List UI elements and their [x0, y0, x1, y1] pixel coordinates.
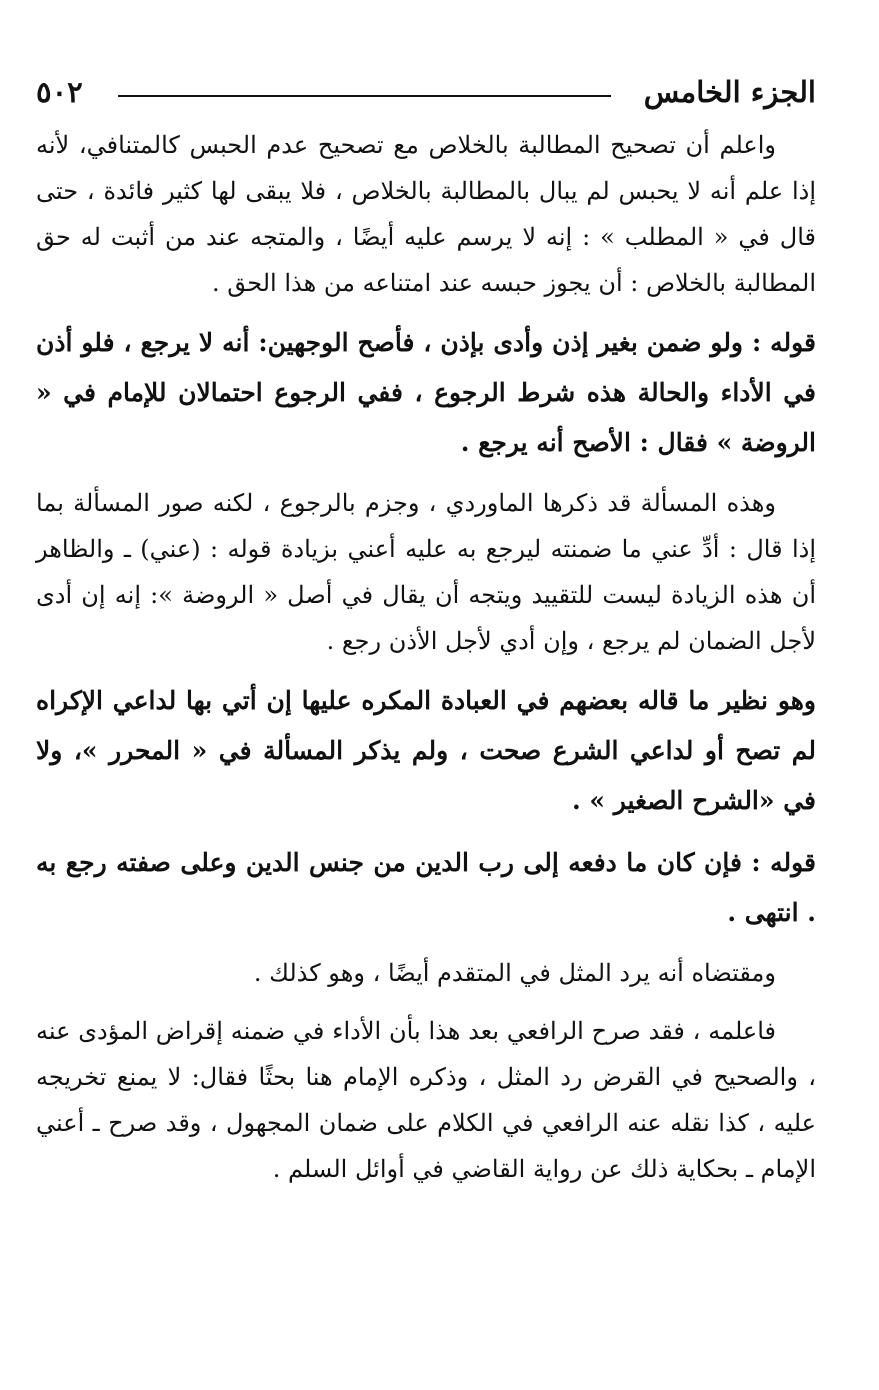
header-rule	[118, 95, 611, 97]
paragraph: وهذه المسألة قد ذكرها الماوردي ، وجزم بالرجوع ، لكنه صور المسألة بما إذا قال : أدِّ عني ما ضمنته ليرجع به عليه أعني بزيادة قوله : (عني) ـ والظاهر أن هذه الزيادة ليست للتقييد ويتجه أن يقال في أصل « الروضة »: إنه إن أدى لأجل الضمان لم يرجع ، وإن أدي لأجل الأذن رجع .	[36, 489, 816, 655]
body-text	[36, 122, 816, 1192]
document-page	[36, 62, 816, 1204]
paragraph: فاعلمه ، فقد صرح الرافعي بعد هذا بأن الأداء في ضمنه إقراض المؤدى عنه ، والصحيح في القرض رد المثل ، وذكره الإمام هنا بحثًا فقال: لا يمنع تخريجه عليه ، كذا نقله عنه الرافعي في الكلام على ضمان المجهول ، وقد صرح ـ أعني الإمام ـ بحكاية ذلك عن رواية القاضي في أوائل السلم .	[36, 1017, 816, 1183]
paragraph: واعلم أن تصحيح المطالبة بالخلاص مع تصحيح عدم الحبس كالمتنافي، لأنه إذا علم أنه لا يحبس لم يبال بالمطالبة بالخلاص ، فلا يبقى لها كثير فائدة ، حتى قال في « المطلب » : إنه لا يرسم عليه أيضًا ، والمتجه عند من أثبت له حق المطالبة بالخلاص : أن يجوز حبسه عند امتناعه من هذا الحق .	[36, 131, 816, 297]
paragraph-quote: وهو نظير ما قاله بعضهم في العبادة المكره عليها إن أتي بها لداعي الإكراه لم تصح أو لداعي الشرع صحت ، ولم يذكر المسألة في « المحرر »، ولا في «الشرح الصغير » .	[36, 686, 816, 815]
paragraph-quote: قوله : فإن كان ما دفعه إلى رب الدين من جنس الدين وعلى صفته رجع به . انتهى .	[36, 848, 816, 927]
paragraph-quote: قوله : ولو ضمن بغير إذن وأدى بإذن ، فأصح الوجهين: أنه لا يرجع ، فلو أذن في الأداء والحالة هذه شرط الرجوع ، ففي الرجوع احتمالان للإمام في « الروضة » فقال : الأصح أنه يرجع .	[36, 328, 816, 457]
page-number: ٥٠٢	[36, 75, 83, 109]
running-title: الجزء الخامس	[643, 75, 816, 109]
paragraph: ومقتضاه أنه يرد المثل في المتقدم أيضًا ، وهو كذلك .	[253, 959, 776, 987]
page-header	[36, 62, 816, 114]
